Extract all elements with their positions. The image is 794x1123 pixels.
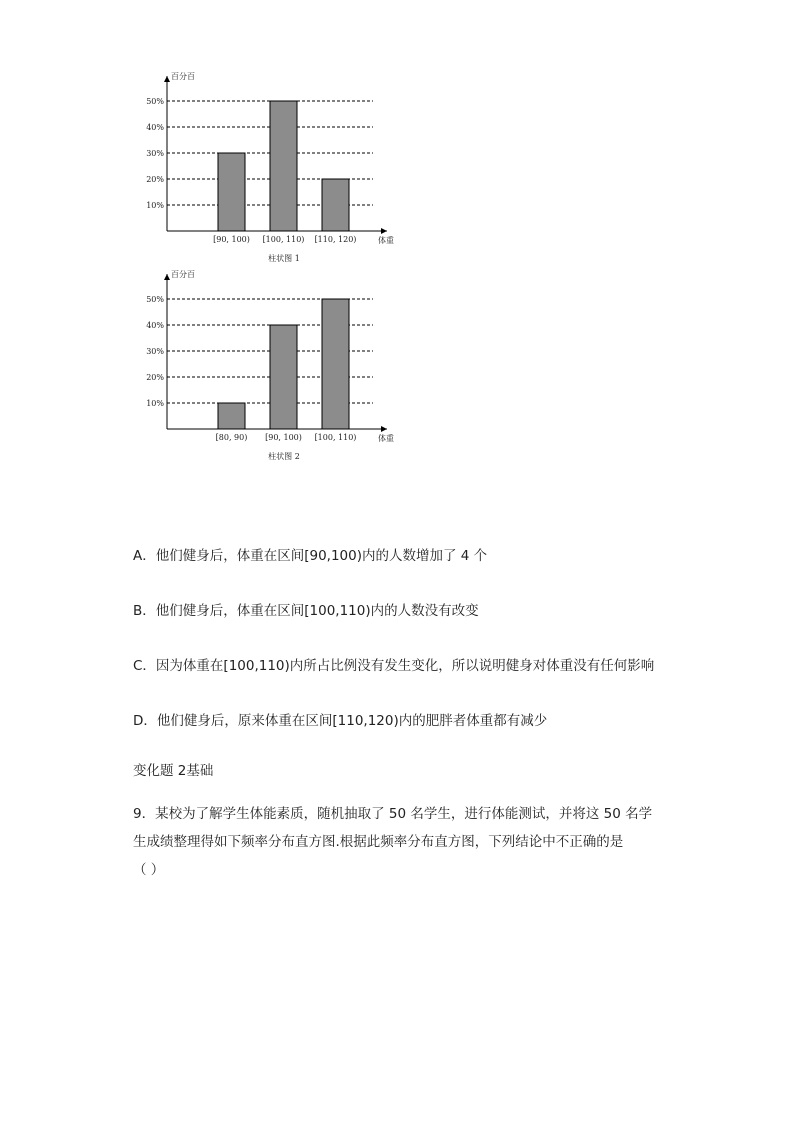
y-axis-label: 百分百 — [171, 270, 195, 279]
y-tick-label: 20% — [146, 373, 164, 382]
x-tick-label: [110, 120) — [314, 235, 357, 244]
y-tick-label: 30% — [146, 149, 164, 158]
x-tick-label: [100, 110) — [314, 433, 357, 442]
y-tick-label: 50% — [146, 97, 164, 106]
x-tick-label: [100, 110) — [262, 235, 305, 244]
bar-3 — [322, 299, 349, 429]
y-axis-arrow — [164, 76, 170, 82]
question-9 — [133, 800, 673, 884]
bar-2 — [270, 325, 297, 429]
y-tick-label: 40% — [146, 321, 164, 330]
x-tick-label: [80, 90) — [215, 433, 248, 442]
option-d: D．他们健身后，原来体重在区间[110,120)内的肥胖者体重都有减少 — [133, 713, 548, 729]
question-line-1: 9．某校为了解学生体能素质，随机抽取了 50 名学生，进行体能测试，并将这 50 名学 — [133, 806, 653, 822]
y-tick-label: 50% — [146, 295, 164, 304]
x-tick-label: [90, 100) — [265, 433, 302, 442]
bar-1 — [218, 403, 245, 429]
x-axis-arrow — [381, 426, 387, 432]
bar-chart-2 — [0, 198, 794, 468]
y-axis-label: 百分百 — [171, 72, 195, 81]
y-tick-label: 30% — [146, 347, 164, 356]
option-c: C．因为体重在[100,110)内所占比例没有发生变化，所以说明健身对体重没有任何影响 — [133, 658, 655, 674]
question-line-3: （ ） — [133, 862, 165, 878]
option-a: A．他们健身后，体重在区间[90,100)内的人数增加了 4 个 — [133, 548, 488, 564]
section-title: 变化题 2基础 — [133, 763, 214, 779]
x-axis-label: 体重 — [378, 236, 394, 245]
y-axis-arrow — [164, 274, 170, 280]
y-tick-label: 40% — [146, 123, 164, 132]
chart-caption: 柱状图 1 — [268, 254, 300, 263]
question-line-2: 生成绩整理得如下频率分布直方图.根据此频率分布直方图，下列结论中不正确的是 — [133, 834, 624, 850]
chart-caption: 柱状图 2 — [268, 452, 300, 461]
x-axis-label: 体重 — [378, 434, 394, 443]
option-b: B．他们健身后，体重在区间[100,110)内的人数没有改变 — [133, 603, 479, 619]
y-tick-label: 20% — [146, 175, 164, 184]
y-tick-label: 10% — [146, 399, 164, 408]
y-tick-label: 10% — [146, 201, 164, 210]
x-tick-label: [90, 100) — [213, 235, 250, 244]
